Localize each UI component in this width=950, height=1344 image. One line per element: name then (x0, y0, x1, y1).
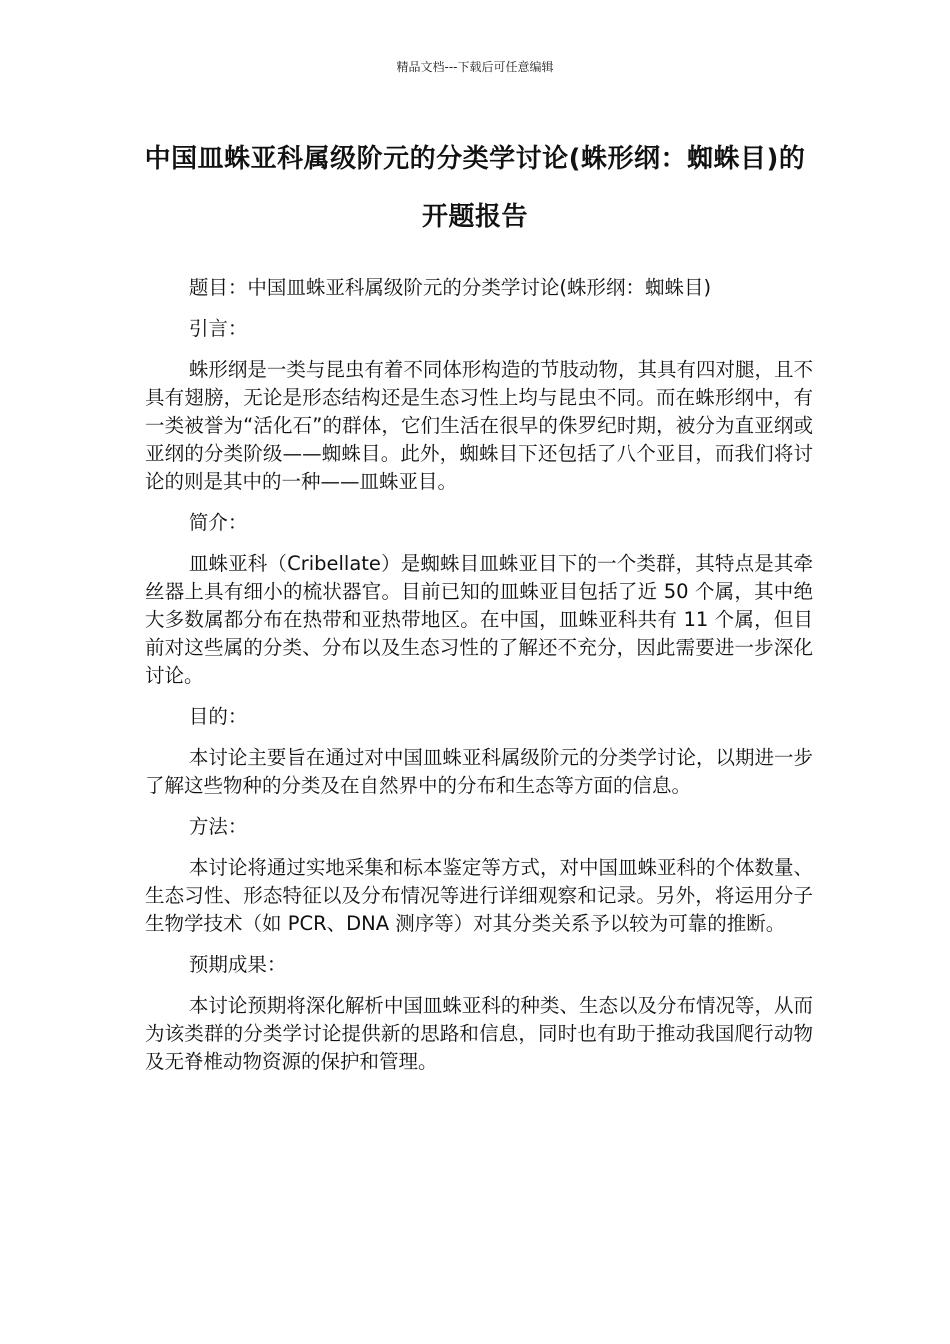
section-heading-expected-results: 预期成果： (188, 953, 287, 976)
section-body-methods: 本讨论将通过实地采集和标本鉴定等方式，对中国皿蛛亚科的个体数量、生态习性、形态特征以及分布情况等进行详细观察和记录。另外，将运用分子生物学技术（如 PCR、DNA 测序等）对其分类关系予以较为可靠的推断。 (145, 856, 813, 935)
section-body-introduction: 蛛形纲是一类与昆虫有着不同体形构造的节肢动物，其具有四对腿，且不具有翅膀，无论是形态结构还是生态习性上均与昆虫不同。而在蛛形纲中，有一类被誉为“活化石”的群体，它们生活在很早的侏罗纪时期，被分为直亚纲或亚纲的分类阶级——蜘蛛目。此外，蜘蛛目下还包括了八个亚目，而我们将讨论的则是其中的一种——皿蛛亚目。 (145, 358, 813, 493)
page-header-note: 精品文档---下载后可任意编辑 (396, 60, 554, 74)
document-body (145, 274, 813, 1089)
section-body-expected-results: 本讨论预期将深化解析中国皿蛛亚科的种类、生态以及分布情况等，从而为该类群的分类学讨论提供新的思路和信息，同时也有助于推动我国爬行动物及无脊椎动物资源的保护和管理。 (145, 994, 813, 1073)
section-heading-overview: 简介： (188, 511, 248, 534)
document-title: 中国皿蛛亚科属级阶元的分类学讨论(蛛形纲：蜘蛛目)的开题报告 (144, 144, 806, 232)
topic-line: 题目：中国皿蛛亚科属级阶元的分类学讨论(蛛形纲：蜘蛛目) (188, 276, 712, 299)
section-heading-introduction: 引言： (188, 317, 248, 340)
section-body-overview: 皿蛛亚科（Cribellate）是蜘蛛目皿蛛亚目下的一个类群，其特点是其牵丝器上具有细小的梳状器官。目前已知的皿蛛亚目包括了近 50 个属，其中绝大多数属都分布在热带和亚热带地区。在中国，皿蛛亚科共有 11 个属，但目前对这些属的分类、分布以及生态习性的了解还不充分，因此需要进一步深化讨论。 (145, 552, 813, 687)
section-heading-purpose: 目的： (188, 705, 248, 728)
section-heading-methods: 方法： (188, 815, 248, 838)
section-body-purpose: 本讨论主要旨在通过对中国皿蛛亚科属级阶元的分类学讨论，以期进一步了解这些物种的分类及在自然界中的分布和生态等方面的信息。 (145, 746, 813, 797)
